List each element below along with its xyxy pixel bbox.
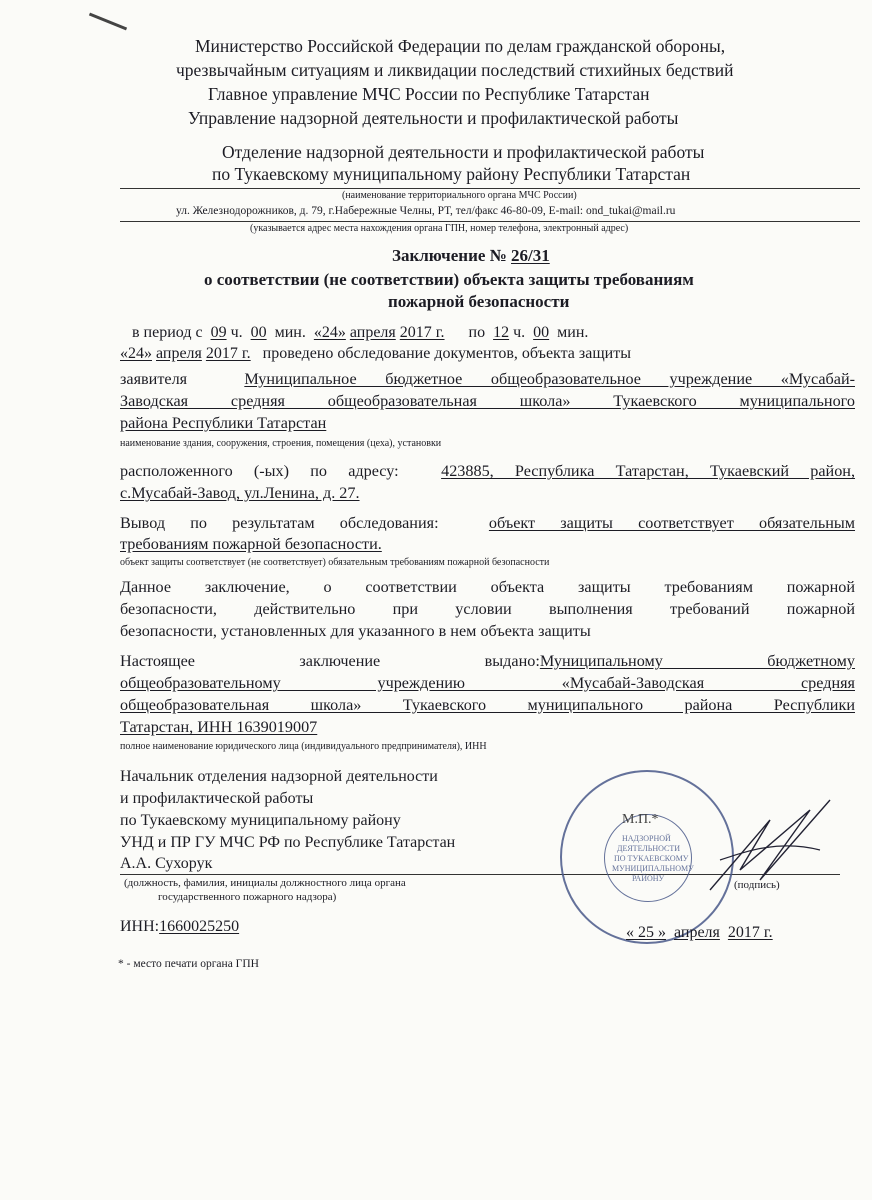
title-line-1	[392, 246, 550, 266]
title-prefix: Заключение №	[392, 246, 507, 265]
header-line-3: Главное управление МЧС России по Республике Татарстан	[208, 84, 650, 104]
header-rule-1	[120, 188, 860, 189]
applicant-caption: наименование здания, сооружения, строения, помещения (цеха), установки	[120, 438, 442, 449]
period-min-to: 00	[533, 324, 550, 341]
applicant-line-3: района Республики Татарстан	[120, 414, 327, 432]
seal-center-2: ДЕЯТЕЛЬНОСТИ	[617, 844, 681, 853]
inn-value: 1660025250	[159, 918, 240, 935]
header-line-1: Министерство Российской Федерации по делам гражданской обороны,	[195, 36, 726, 56]
inn-line: ИНН:1660025250	[120, 918, 240, 935]
signature-mark	[700, 790, 840, 900]
issue-date: « 25 » апреля 2017 г.	[626, 924, 773, 941]
header-caption-2: (указывается адрес места нахождения органа ГПН, номер телефона, электронный адрес)	[250, 223, 629, 234]
footer-note: * - место печати органа ГПН	[118, 958, 259, 970]
conclusion-line-2: требованиям пожарной безопасности.	[120, 535, 382, 553]
period-day-to: «24»	[120, 345, 152, 362]
period-min-from: 00	[250, 324, 267, 341]
validity-line-3: безопасности, установленных для указанного в нем объекта защиты	[120, 622, 591, 640]
period-month-to: апреля	[156, 345, 202, 362]
seal-mp: М.П.*	[622, 812, 659, 827]
validity-line-1: Данное заключение, о соответствии объекта защиты требованиям пожарной	[120, 578, 855, 596]
signatory-line-2: и профилактической работы	[120, 790, 314, 807]
period-hour-from: 09	[210, 324, 227, 341]
period-year-from: 2017 г.	[399, 324, 445, 341]
scan-mark	[89, 13, 127, 31]
location-line-1: расположенного (-ых) по адресу: 423885, Республика Татарстан, Тукаевский район,	[120, 462, 856, 480]
issued-line-3: общеобразовательная школа» Тукаевского муниципального района Республики	[120, 696, 855, 714]
period-line-1: в период с 09 ч. 00 мин. «24» апреля 2017 г. по 12 ч. 00 мин.	[132, 324, 589, 341]
conclusion-caption: объект защиты соответствует (не соответствует) обязательным требованиям пожарной безопасности	[120, 557, 550, 568]
signatory-caption-2: государственного пожарного надзора)	[158, 891, 337, 903]
signatory-line-1: Начальник отделения надзорной деятельности	[120, 768, 438, 785]
seal-center-1: НАДЗОРНОЙ	[622, 834, 671, 843]
header-address: ул. Железнодорожников, д. 79, г.Набережные Челны, РТ, тел/факс 46-80-09, E-mail: ond_tukai@mail.ru	[176, 205, 676, 217]
issued-caption: полное наименование юридического лица (индивидуального предпринимателя), ИНН	[120, 741, 487, 752]
title-line-2: о соответствии (не соответствии) объекта защиты требованиям	[204, 270, 694, 289]
signatory-line-4: УНД и ПР ГУ МЧС РФ по Республике Татарстан	[120, 834, 456, 851]
title-line-3: пожарной безопасности	[388, 292, 570, 311]
header-line-5: Отделение надзорной деятельности и профилактической работы	[222, 142, 705, 162]
title-number: 26/31	[511, 246, 550, 265]
header-rule-2	[120, 221, 860, 222]
period-hour-to: 12	[493, 324, 510, 341]
location-line-2: с.Мусабай-Завод, ул.Ленина, д. 27.	[120, 484, 360, 502]
signatory-caption-1: (должность, фамилия, инициалы должностного лица органа	[124, 877, 406, 889]
signature-caption: (подпись)	[734, 879, 780, 891]
seal-center-4: МУНИЦИПАЛЬНОМУ	[612, 864, 694, 873]
period-year-to: 2017 г.	[205, 345, 251, 362]
signatory-name: А.А. Сухорук	[120, 855, 213, 872]
seal-center-3: ПО ТУКАЕВСКОМУ	[614, 854, 689, 863]
seal-center-5: РАЙОНУ	[632, 874, 665, 883]
issued-line-4: Татарстан, ИНН 1639019007	[120, 718, 318, 736]
conclusion-line-1: Вывод по результатам обследования: объект защиты соответствует обязательным	[120, 514, 856, 532]
signatory-line-3: по Тукаевскому муниципальному району	[120, 812, 401, 829]
applicant-line-1: заявителя Муниципальное бюджетное общеобразовательное учреждение «Мусабай-	[120, 370, 855, 388]
header-line-6: по Тукаевскому муниципальному району Республики Татарстан	[212, 164, 691, 184]
period-line-2: «24» апреля 2017 г. проведено обследование документов, объекта защиты	[120, 345, 631, 362]
period-month-from: апреля	[349, 324, 396, 341]
validity-line-2: безопасности, действительно при условии выполнения требований пожарной	[120, 600, 855, 618]
header-caption-1: (наименование территориального органа МЧС России)	[342, 190, 577, 201]
issued-line-1: Настоящее заключение выдано:Муниципальному бюджетному	[120, 652, 856, 670]
header-line-2: чрезвычайным ситуациям и ликвидации последствий стихийных бедствий	[176, 60, 734, 80]
applicant-line-2: Заводская средняя общеобразовательная школа» Тукаевского муниципального	[120, 392, 855, 410]
period-day-from: «24»	[313, 324, 346, 341]
header-line-4: Управление надзорной деятельности и профилактической работы	[188, 108, 679, 128]
issued-line-2: общеобразовательному учреждению «Мусабай-Заводская средняя	[120, 674, 855, 692]
